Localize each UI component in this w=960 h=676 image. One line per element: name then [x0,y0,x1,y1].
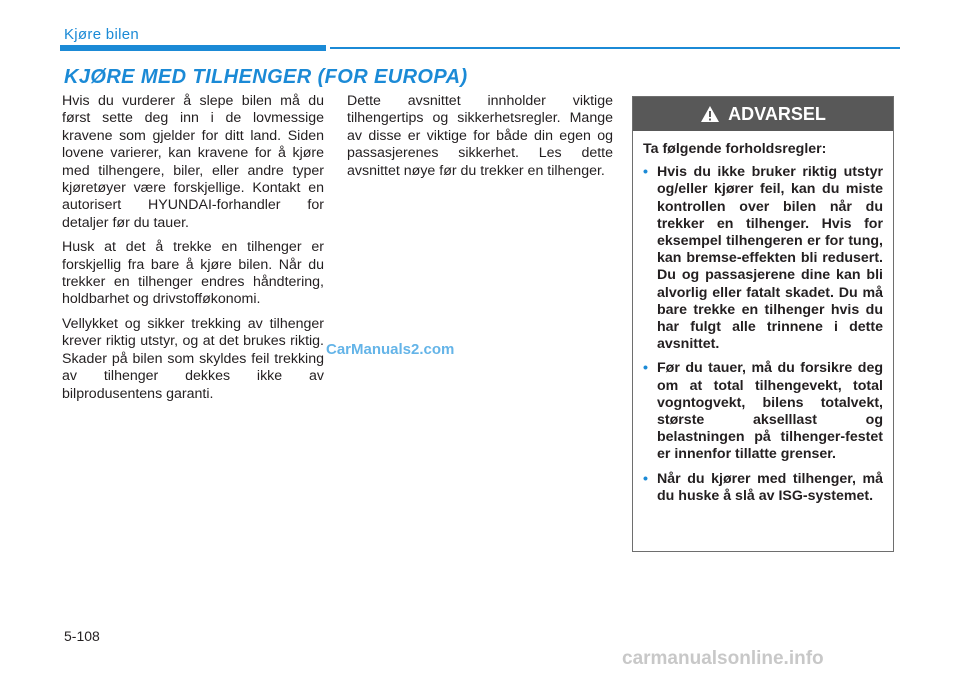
footer-watermark: carmanualsonline.info [622,648,824,669]
list-item-text: Før du tauer, må du forsikre deg om at total tilhengevekt, total vogntogvekt, bilens totalvekt, største akselllast og belastningen på tilhenger-festet er innenfor tillatte grenser. [657,360,883,463]
warning-list [643,164,883,505]
middle-column [347,93,613,187]
paragraph: Dette avsnittet innholder viktige tilhengertips og sikkerhetsregler. Mange av disse er viktige for både din egen og passasjerenes sikkerhet. Les dette avsnittet nøye før du trekker en tilhenger. [347,93,613,179]
paragraph: Husk at det å trekke en tilhenger er forskjellig fra bare å kjøre bilen. Når du trekker en tilhenger endres håndtering, holdbarhet og drivstofføkonomi. [62,239,324,308]
watermark: CarManuals2.com [326,341,455,358]
bullet-dot: • [643,164,648,181]
list-item-text: Når du kjører med tilhenger, må du huske å slå av ISG-systemet. [657,470,883,504]
bullet-dot: • [643,470,648,487]
list-item [643,164,883,353]
list-item [643,471,883,505]
warning-header [633,97,893,131]
header-rule-thin [330,47,900,49]
warning-box [632,96,894,552]
warning-intro: Ta følgende forholdsregler: [643,141,827,157]
paragraph: Hvis du vurderer å slepe bilen må du først sette deg inn i de lovmessige kravene som gjelder for ditt land. Siden lovene varierer, kan kravene for å kjøre med tilhengere, biler, eller andre typer kjøretøyer være forskjellige. Kontakt en autorisert HYUNDAI-forhandler for detaljer før du tauer. [62,93,324,231]
warning-triangle-icon [700,105,720,123]
left-column [62,93,324,410]
page-number: 5-108 [64,628,100,644]
header-rule-thick [60,45,326,51]
bullet-dot: • [643,360,648,377]
warning-body [633,131,893,505]
warning-heading: ADVARSEL [728,103,826,124]
list-item-text: Hvis du ikke bruker riktig utstyr og/eller kjører feil, kan du miste kontrollen over bilen når du trekker en tilhenger. Hvis for eksempel tilhengeren er for tung, kan bremse-effekten bli redusert. Du og passasjerene dine kan bli alvorlig eller fatalt skadet. Du må bare trekke en tilhenger hvis du har fulgt alle trinnene i dette avsnittet. [657,164,883,353]
list-item [643,360,883,463]
page-title: KJØRE MED TILHENGER (FOR EUROPA) [64,66,468,88]
section-label: Kjøre bilen [64,26,139,43]
paragraph: Vellykket og sikker trekking av tilhenger krever riktig utstyr, og at det brukes riktig. Skader på bilen som skyldes feil trekking av tilhenger dekkes ikke av bilprodusentens garanti. [62,315,324,402]
